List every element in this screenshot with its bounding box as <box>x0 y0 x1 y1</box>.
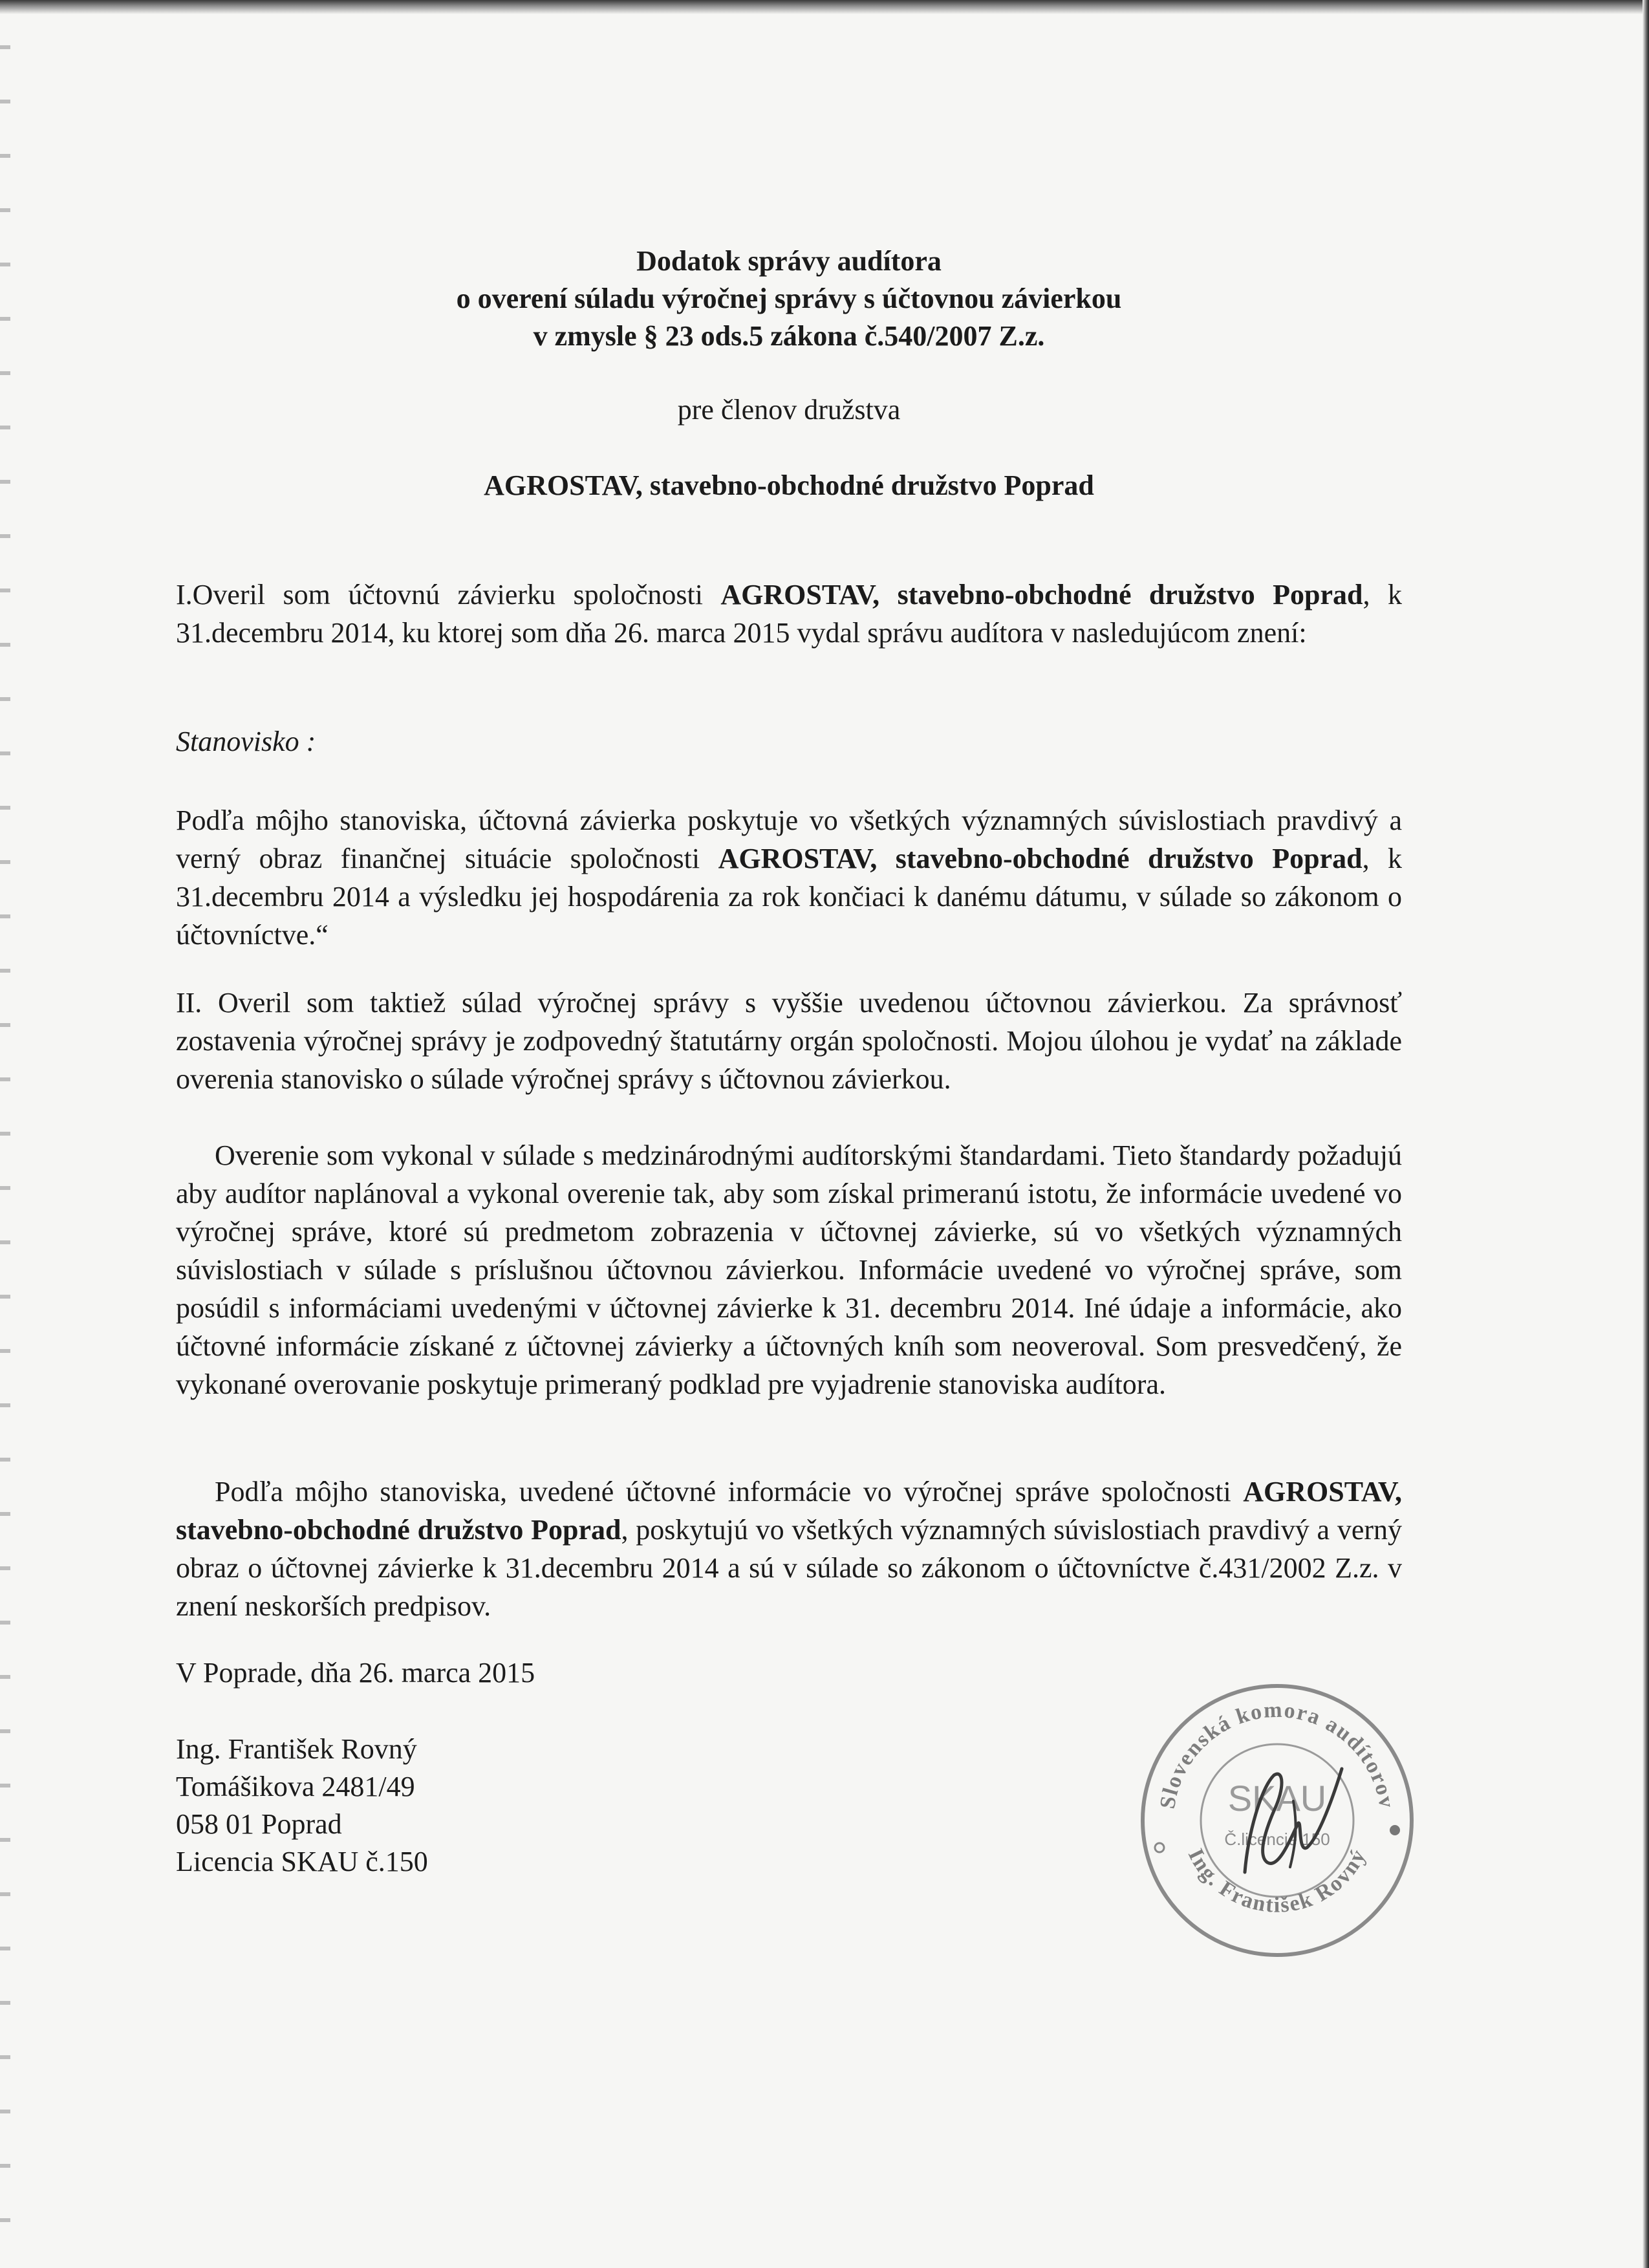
title-line-2: o overení súladu výročnej správy s účtovnou závierkou <box>456 283 1122 314</box>
signatory-city: 058 01 Poprad <box>176 1808 342 1840</box>
auditor-stamp <box>1135 1678 1419 1963</box>
opinion-heading: Stanovisko : <box>176 726 316 757</box>
title-line-3: v zmysle § 23 ods.5 zákona č.540/2007 Z.z. <box>533 320 1045 352</box>
place-and-date: V Poprade, dňa 26. marca 2015 <box>176 1657 535 1689</box>
section-1-paragraph: I.Overil som účtovnú závierku spoločnosti AGROSTAV, stavebno-obchodné družstvo Poprad, k 31.decembru 2014, ku ktorej som dňa 26. marca 2015 vydal správu audítora v nasledujúcom znení: <box>176 579 1402 649</box>
title-line-1: Dodatok správy audítora <box>636 245 942 277</box>
stamp-ring-bottom-text: Ing. František Rovný <box>1183 1844 1372 1917</box>
scan-right-edge <box>1643 0 1649 2268</box>
stamp-ring-top-text: Slovenská komora audítorov <box>1155 1698 1399 1811</box>
scan-top-edge <box>0 0 1649 14</box>
section-2-paragraph: II. Overil som taktiež súlad výročnej správy s vyššie uvedenou účtovnou závierkou. Za správnosť zostavenia výročnej správy je zodpovedný štatutárny orgán spoločnosti. Mojou úlohou je vydať na základe overenia stanovisko o súlade výročnej správy s účtovnou závierkou. <box>176 987 1402 1095</box>
stamp-center-text: SKAU <box>1227 1778 1327 1819</box>
section-3-paragraph: Overenie som vykonal v súlade s medzinárodnými audítorskými štandardami. Tieto štandardy požadujú aby audítor naplánoval a vykonal overenie tak, aby som získal primeranú istotu, že informácie uvedené vo výročnej správe, ktoré sú predmetom zobrazenia v účtovnej závierke, sú vo všetkých významných súvislostiach v súlade s príslušnou účtovnou závierkou. Informácie uvedené vo výročnej správe, som posúdil s informáciami uvedenými v účtovnej závierke k 31. decembru 2014. Iné údaje a informácie, ako účtovné informácie získané z účtovnej závierky a účtovných kníh som neoveroval. Som presvedčený, že vykonané overovanie poskytuje primeraný podklad pre vyjadrenie stanoviska audítora. <box>176 1139 1402 1400</box>
company-heading: AGROSTAV, stavebno-obchodné družstvo Poprad <box>484 470 1094 501</box>
recipients-line: pre členov družstva <box>677 394 901 426</box>
section-4-paragraph: Podľa môjho stanoviska, uvedené účtovné informácie vo výročnej správe spoločnosti AGROSTAV, stavebno-obchodné družstvo Poprad, poskytujú vo všetkých významných súvislostiach pravdivý a verný obraz o účtovnej závierke k 31.decembru 2014 a sú v súlade so zákonom o účtovníctve č.431/2002 Z.z. v znení neskorších predpisov. <box>176 1476 1403 1622</box>
opinion-paragraph: Podľa môjho stanoviska, účtovná závierka poskytuje vo všetkých významných súvislostiach pravdivý a verný obraz finančnej situácie spoločnosti AGROSTAV, stavebno-obchodné družstvo Poprad, k 31.decembru 2014 a výsledku jej hospodárenia za rok končiaci k danému dátumu, v súlade so zákonom o účtovníctve.“ <box>176 805 1403 951</box>
signatory-name: Ing. František Rovný <box>176 1733 417 1765</box>
signatory-license: Licencia SKAU č.150 <box>176 1846 428 1877</box>
stamp-license-text: Č.licencie 150 <box>1224 1830 1330 1849</box>
stamp-dot-right <box>1390 1825 1400 1835</box>
stamp-dot-left <box>1155 1843 1164 1852</box>
signatory-street: Tomášikova 2481/49 <box>176 1771 415 1802</box>
